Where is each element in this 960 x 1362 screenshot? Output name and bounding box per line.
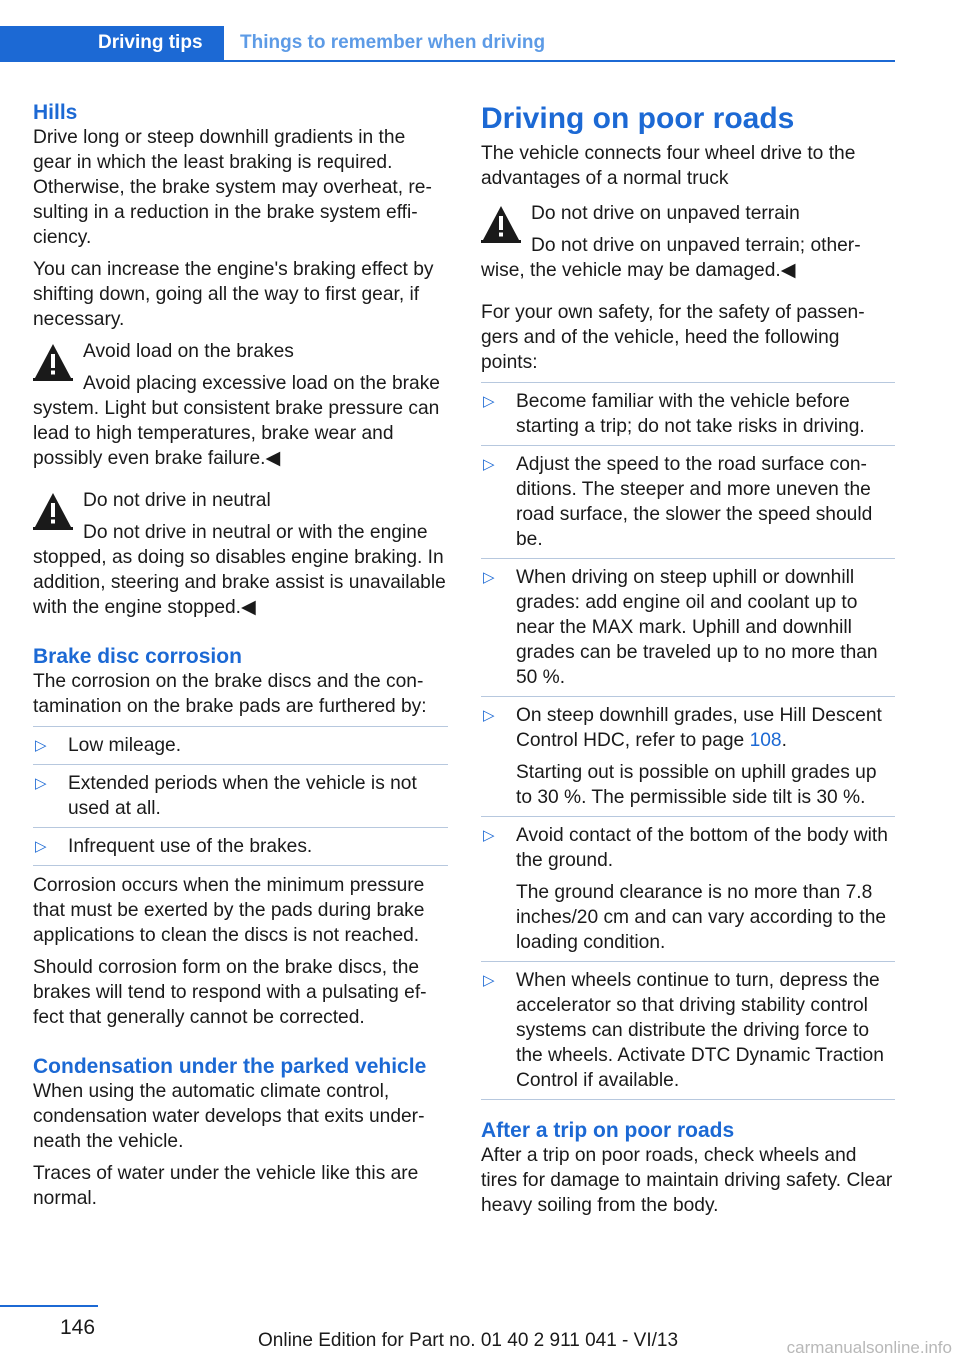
tab-things-to-remember[interactable]: Things to remember when driving (240, 32, 546, 53)
list-item: ▷ Infrequent use of the brakes. (33, 827, 448, 866)
triangle-bullet-icon: ▷ (483, 827, 495, 844)
list-item: ▷ Low mileage. (33, 726, 448, 764)
list-item: ▷ Adjust the speed to the road surface conditions. The steeper and more uneven the road surface, the slower the speed should be. (481, 445, 895, 558)
brake-paragraph-3: Should corrosion form on the brake discs, the brakes will tend to respond with a pulsating effect that generally cannot be corrected. (33, 957, 427, 1028)
triangle-bullet-icon: ▷ (483, 707, 495, 724)
warning-neutral (33, 488, 448, 620)
list-item: ▷ Avoid contact of the bottom of the body with the ground. The ground clearance is no more than 7.8 inches/20 cm and can vary according to the loading condition. (481, 816, 895, 961)
after-trip-paragraph: After a trip on poor roads, check wheels and tires for damage to maintain driving safety. Clear heavy soiling from the body. (481, 1145, 893, 1216)
hills-heading: Hills (33, 101, 78, 124)
warning-brake-load (33, 339, 448, 471)
condensation-heading: Condensation under the parked vehicle (33, 1055, 427, 1078)
triangle-bullet-icon: ▷ (483, 393, 495, 410)
list-item: ▷ Extended periods when the vehicle is not used at all. (33, 764, 448, 827)
poor-roads-paragraph-1: The vehicle connects four wheel drive to the advantages of a normal truck (481, 143, 856, 189)
footer-rule (0, 1305, 98, 1307)
hills-paragraph-1: Drive long or steep downhill gradients in the gear in which the least braking is required. Otherwise, the brake system may overheat, resulting in a reduction in the brake system efficiency. (33, 127, 432, 248)
triangle-bullet-icon: ▷ (483, 972, 495, 989)
condensation-paragraph-1: When using the automatic climate control, condensation water develops that exits underneath the vehicle. (33, 1081, 425, 1152)
list-item: ▷ On steep downhill grades, use Hill Descent Control HDC, refer to page 108. Starting out is possible on uphill grades up to 30 %. The permissible side tilt is 30 %. (481, 696, 895, 816)
page-link-108[interactable]: 108 (749, 730, 782, 751)
page-number: 146 (60, 1316, 96, 1339)
watermark: carmanualsonline.info (786, 1338, 952, 1357)
warning-body: Do not drive on unpaved terrain; otherwise, the vehicle may be damaged.◀ (481, 235, 861, 281)
condensation-paragraph-2: Traces of water under the vehicle like this are normal. (33, 1163, 419, 1209)
triangle-bullet-icon: ▷ (483, 456, 495, 473)
edition-text: Online Edition for Part no. 01 40 2 911 041 - VI/13 (258, 1330, 679, 1351)
poor-roads-paragraph-2: For your own safety, for the safety of passengers and of the vehicle, heed the following points: (481, 302, 865, 373)
header-rule (0, 60, 895, 62)
warning-body: Avoid placing excessive load on the brake system. Light but consistent brake pressure can lead to high temperatures, brake wear and possibly even brake failure.◀ (33, 373, 440, 469)
warning-title: Do not drive on unpaved terrain (531, 203, 800, 224)
warning-title: Avoid load on the brakes (83, 341, 294, 362)
warning-unpaved (481, 201, 895, 283)
list-item: ▷ When wheels continue to turn, depress the accelerator so that driving stability control systems can distribute the driving force to the wheels. Activate DTC Dynamic Traction Control if available. (481, 961, 895, 1100)
right-column (481, 100, 895, 1225)
after-trip-heading: After a trip on poor roads (481, 1119, 735, 1142)
hills-paragraph-2: You can increase the engine's braking effect by shifting down, going all the way to first gear, if necessary. (33, 259, 434, 330)
warning-title: Do not drive in neutral (83, 490, 271, 511)
triangle-bullet-icon: ▷ (483, 569, 495, 586)
list-item: ▷ Become familiar with the vehicle before starting a trip; do not take risks in driving. (481, 382, 895, 445)
poor-roads-list (481, 382, 895, 1100)
poor-roads-heading: Driving on poor roads (481, 102, 795, 135)
brake-paragraph-2: Corrosion occurs when the minimum pressure that must be exerted by the pads during brake applications to clean the discs is not reached. (33, 875, 425, 946)
brake-list (33, 726, 448, 866)
triangle-bullet-icon: ▷ (35, 737, 47, 754)
left-column (33, 100, 448, 1218)
page-header (0, 26, 895, 62)
triangle-bullet-icon: ▷ (35, 775, 47, 792)
brake-paragraph-1: The corrosion on the brake discs and the contamination on the brake pads are furthered by: (33, 671, 427, 717)
brake-corrosion-heading: Brake disc corrosion (33, 645, 242, 668)
tab-driving-tips[interactable]: Driving tips (0, 26, 224, 62)
warning-body: Do not drive in neutral or with the engine stopped, as doing so disables engine braking. In addition, steering and brake assist is unavailable with the engine stopped.◀ (33, 522, 446, 618)
triangle-bullet-icon: ▷ (35, 838, 47, 855)
list-item: ▷ When driving on steep uphill or downhill grades: add engine oil and coolant up to near the MAX mark. Uphill and downhill grades can be traveled up to no more than 50 %. (481, 558, 895, 696)
